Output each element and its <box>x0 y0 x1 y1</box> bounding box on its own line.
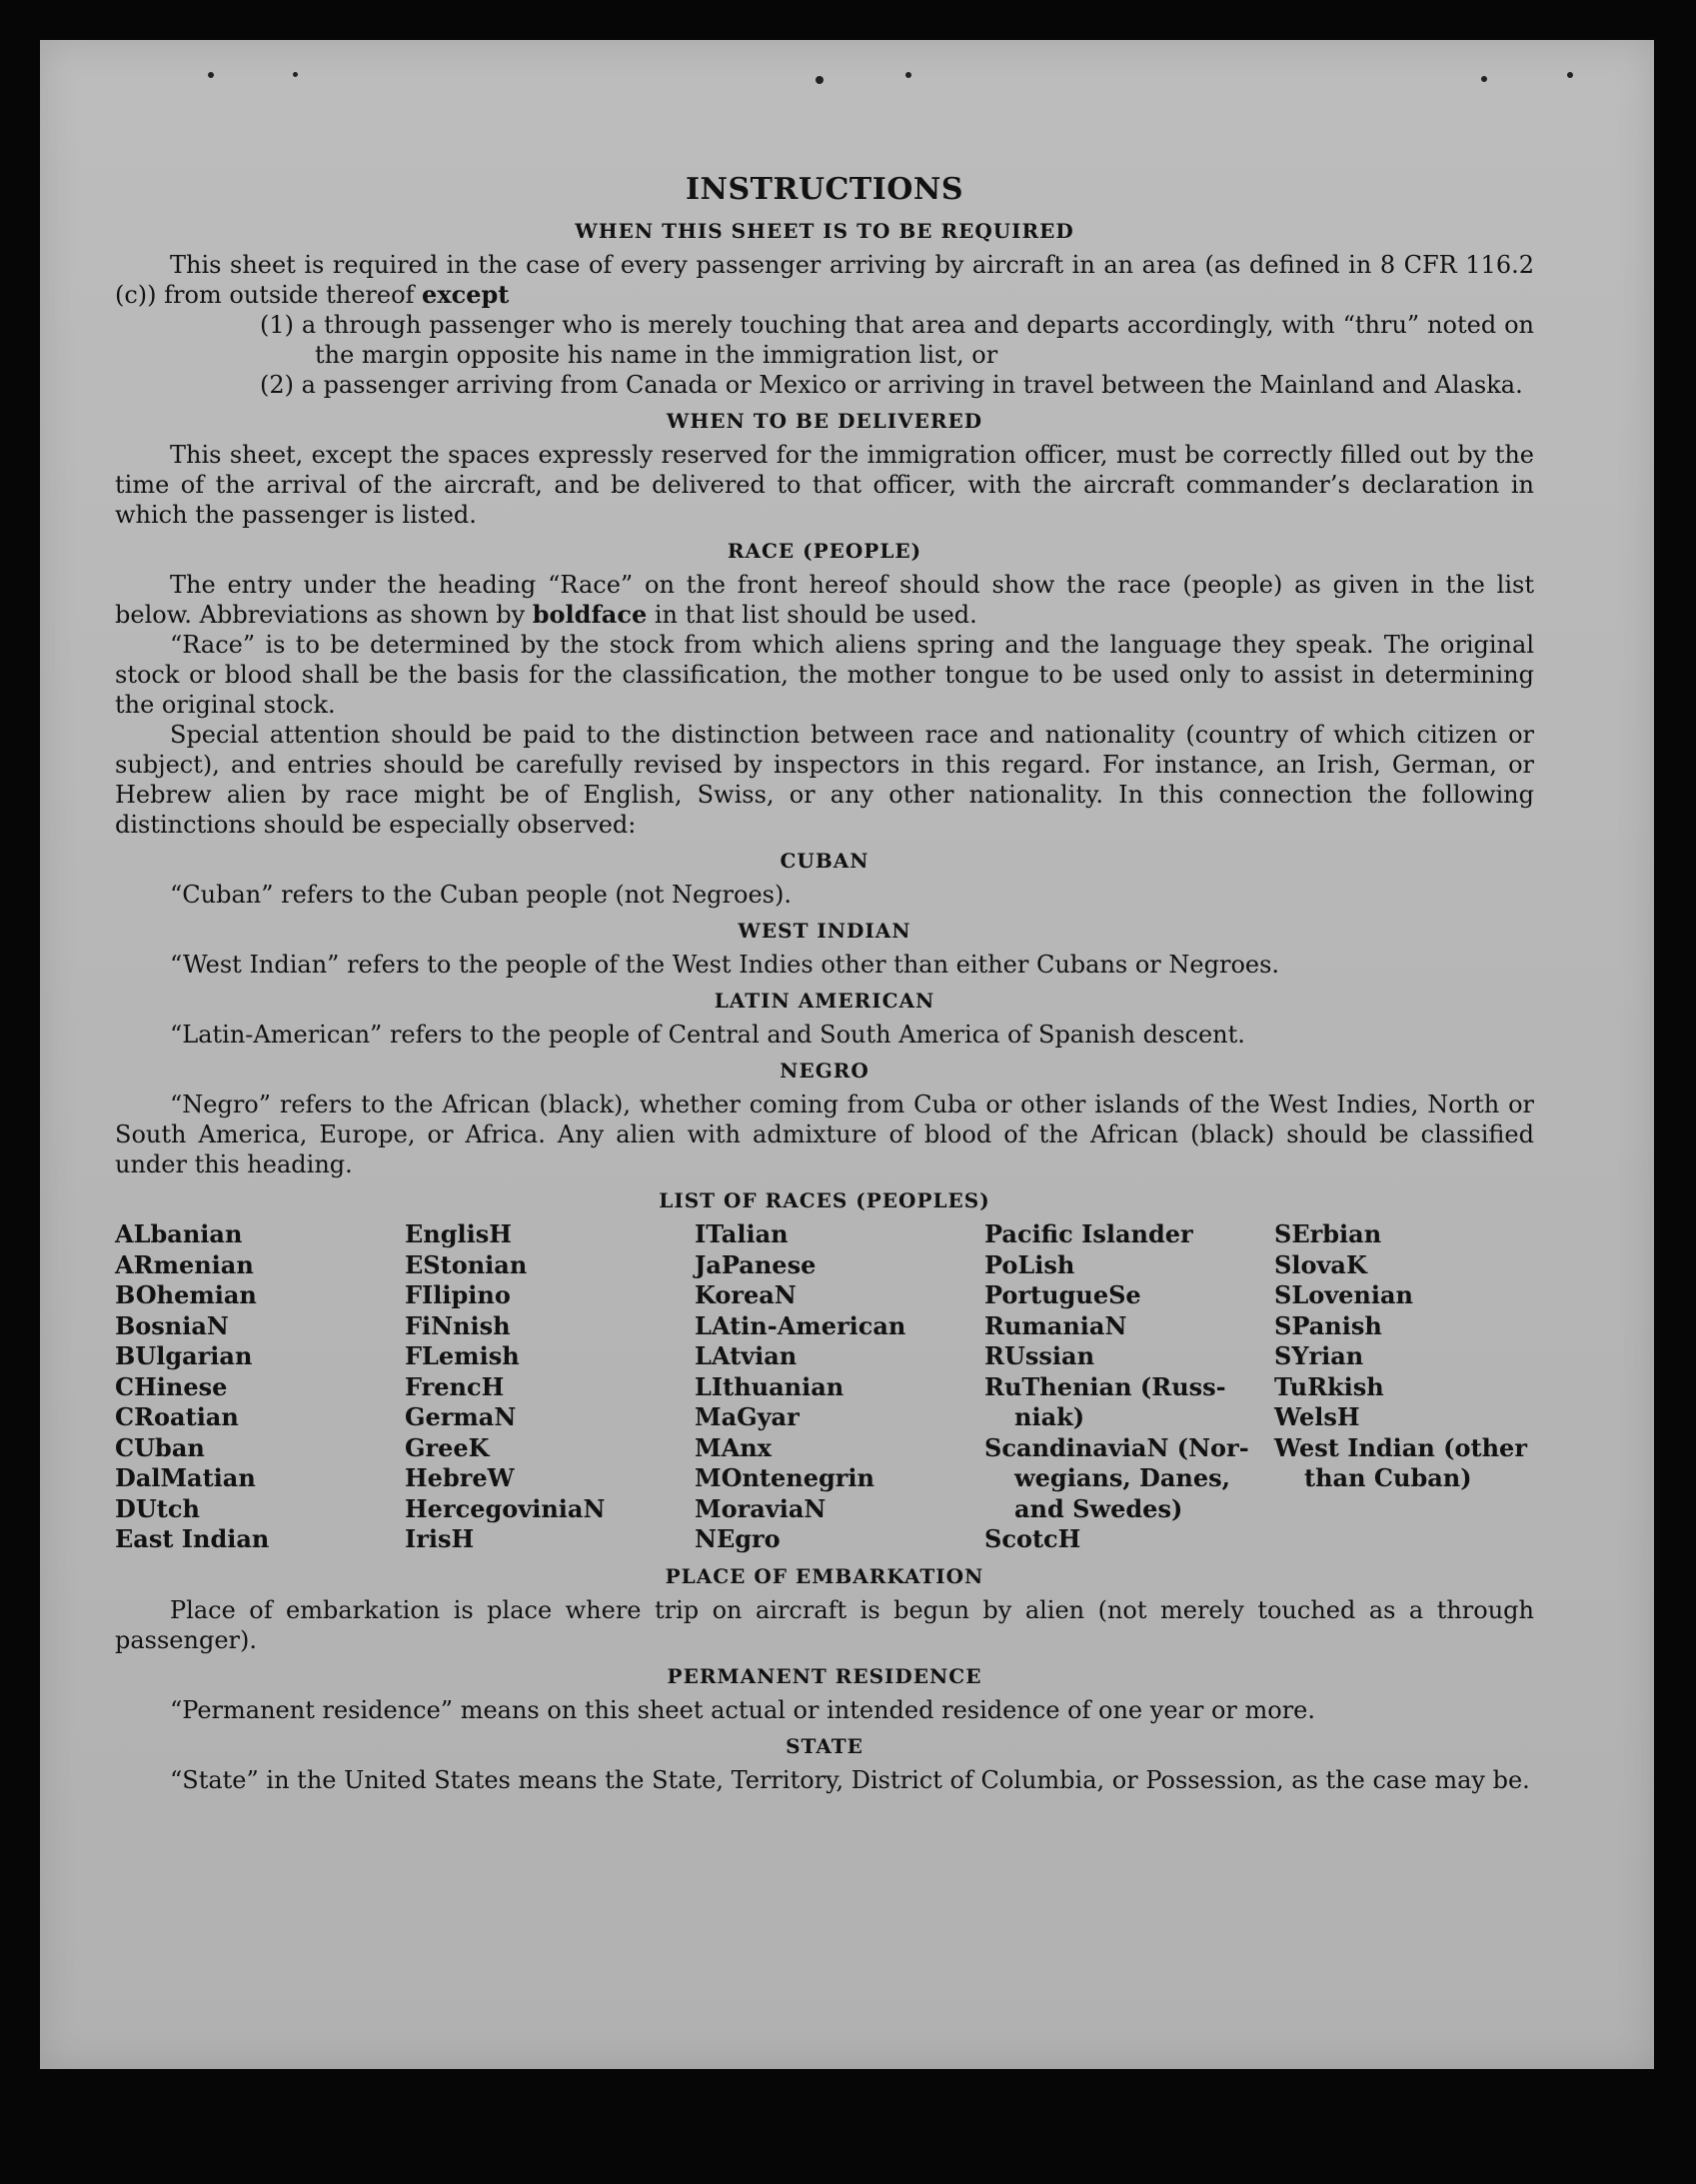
race-item: GreeK <box>405 1432 490 1462</box>
race-item: EnglisH <box>405 1219 512 1248</box>
race-item: and Swedes) <box>1014 1493 1183 1523</box>
cuban-definition: “Cuban” refers to the Cuban people (not Negroes). <box>170 881 792 909</box>
race-item: PoLish <box>984 1249 1075 1279</box>
exception-item-1: (1) a through passenger who is merely touching that area and departs accordingly, with “thru” noted on the margin opposite his name in the immigration list, or <box>260 311 1534 369</box>
race-item: PortugueSe <box>984 1280 1141 1309</box>
race-item: West Indian (other <box>1274 1432 1527 1462</box>
races-column-1 <box>115 1219 405 1555</box>
race-item: IrisH <box>405 1524 475 1553</box>
race-item: FiNnish <box>405 1310 511 1340</box>
section-heading-race: RACE (PEOPLE) <box>727 539 922 563</box>
punch-mark <box>293 72 298 77</box>
punch-mark <box>208 72 214 78</box>
race-item: LIthuanian <box>695 1371 845 1401</box>
section-heading-embarkation: PLACE OF EMBARKATION <box>665 1563 984 1588</box>
race-item: RUssian <box>984 1341 1095 1370</box>
page-title: INSTRUCTIONS <box>686 172 963 207</box>
section-heading-required: WHEN THIS SHEET IS TO BE REQUIRED <box>575 219 1074 243</box>
section-heading-residence: PERMANENT RESIDENCE <box>667 1663 982 1688</box>
race-item: MaGyar <box>695 1402 800 1431</box>
race-item: DUtch <box>115 1493 200 1523</box>
race-item: SYrian <box>1274 1341 1364 1370</box>
race-item: RuThenian (Russ- <box>984 1371 1226 1401</box>
race-item: ITalian <box>695 1219 789 1248</box>
punch-mark <box>1567 72 1573 78</box>
punch-mark <box>816 76 824 84</box>
race-item: LAtin-American <box>695 1310 906 1340</box>
negro-definition: “Negro” refers to the African (black), whether coming from Cuba or other islands of the West Indies, North or South America, Europe, or Africa. Any alien with admixture of blood of the African (black) should be classified under this heading. <box>115 1091 1534 1178</box>
race-item: SLovenian <box>1274 1280 1413 1309</box>
race-item: LAtvian <box>695 1341 798 1370</box>
race-item: ScandinaviaN (Nor- <box>984 1432 1249 1462</box>
race-item: JaPanese <box>695 1249 817 1279</box>
race-item: DalMatian <box>115 1463 256 1492</box>
race-item: than Cuban) <box>1304 1463 1472 1492</box>
races-column-4 <box>984 1219 1274 1555</box>
race-item: East Indian <box>115 1524 270 1553</box>
race-item: SlovaK <box>1274 1249 1367 1279</box>
punch-mark <box>905 72 911 78</box>
section-heading-state: STATE <box>786 1733 863 1758</box>
race-item: BUlgarian <box>115 1341 253 1370</box>
race-item: MAnx <box>695 1432 772 1462</box>
race-item: FIlipino <box>405 1280 511 1309</box>
section-heading-negro: NEGRO <box>780 1059 869 1083</box>
section-heading-cuban: CUBAN <box>780 849 869 873</box>
section-heading-latin-american: LATIN AMERICAN <box>714 989 935 1013</box>
races-column-5 <box>1274 1219 1534 1555</box>
race-item: BOhemian <box>115 1280 257 1309</box>
race-item: ALbanian <box>115 1219 243 1248</box>
race-item: RumaniaN <box>984 1310 1127 1340</box>
race-item: FLemish <box>405 1341 520 1370</box>
race-item: EStonian <box>405 1249 528 1279</box>
race-item: FrencH <box>405 1371 505 1401</box>
race-item: MoraviaN <box>695 1493 827 1523</box>
required-paragraph: This sheet is required in the case of every passenger arriving by aircraft in an area (as defined in 8 CFR 116.2 (c)) from outside thereof except <box>115 251 1534 309</box>
race-paragraph-3: Special attention should be paid to the distinction between race and nationality (country of which citizen or subject), and entries should be carefully revised by inspectors in this regard. For instance, an Irish, German, or Hebrew alien by race might be of English, Swiss, or any other nationality. In this connection the following distinctions should be especially observed: <box>115 721 1534 839</box>
races-column-3 <box>695 1219 984 1555</box>
race-item: wegians, Danes, <box>1014 1463 1230 1492</box>
race-item: Pacific Islander <box>984 1219 1193 1248</box>
race-item: MOntenegrin <box>695 1463 874 1492</box>
instructions-content <box>115 170 1534 1795</box>
race-item: SPanish <box>1274 1310 1382 1340</box>
latin-american-definition: “Latin-American” refers to the people of Central and South America of Spanish descent. <box>170 1021 1245 1049</box>
race-item: CRoatian <box>115 1402 239 1431</box>
punch-mark <box>1481 76 1487 82</box>
race-item: SErbian <box>1274 1219 1382 1248</box>
race-item: CUban <box>115 1432 205 1462</box>
race-item: niak) <box>1014 1402 1085 1431</box>
races-column-2 <box>405 1219 695 1555</box>
residence-definition: “Permanent residence” means on this sheet actual or intended residence of one year or more. <box>170 1695 1315 1724</box>
races-list <box>115 1219 1534 1555</box>
delivered-paragraph: This sheet, except the spaces expressly reserved for the immigration officer, must be correctly filled out by the time of the arrival of the aircraft, and be delivered to that officer, with the aircraft commander’s declaration in which the passenger is listed. <box>115 441 1534 529</box>
race-paragraph-2: “Race” is to be determined by the stock from which aliens spring and the language they speak. The original stock or blood shall be the basis for the classification, the mother tongue to be used only to assist in determining the original stock. <box>115 631 1534 719</box>
race-item: BosniaN <box>115 1310 229 1340</box>
race-item: CHinese <box>115 1371 228 1401</box>
section-heading-west-indian: WEST INDIAN <box>738 919 911 943</box>
section-heading-delivered: WHEN TO BE DELIVERED <box>666 409 983 433</box>
race-item: HercegoviniaN <box>405 1493 606 1523</box>
race-item: ScotcH <box>984 1524 1081 1553</box>
race-item: HebreW <box>405 1463 515 1492</box>
race-item: WelsH <box>1274 1402 1360 1431</box>
state-definition: “State” in the United States means the State, Territory, District of Columbia, or Possession, as the case may be. <box>170 1765 1530 1794</box>
race-item: KoreaN <box>695 1280 797 1309</box>
race-paragraph-1: The entry under the heading “Race” on the front hereof should show the race (people) as given in the list below. Abbreviations as shown by boldface in that list should be used. <box>115 571 1534 629</box>
race-item: NEgro <box>695 1524 781 1553</box>
race-item: TuRkish <box>1274 1371 1384 1401</box>
embarkation-definition: Place of embarkation is place where trip on aircraft is begun by alien (not merely touched as a through passenger). <box>115 1595 1534 1654</box>
race-item: ARmenian <box>115 1249 254 1279</box>
west-indian-definition: “West Indian” refers to the people of the West Indies other than either Cubans or Negroes. <box>170 951 1280 979</box>
race-item: GermaN <box>405 1402 517 1431</box>
section-heading-races-list: LIST OF RACES (PEOPLES) <box>659 1188 990 1212</box>
exception-item-2: (2) a passenger arriving from Canada or Mexico or arriving in travel between the Mainland and Alaska. <box>260 371 1523 399</box>
